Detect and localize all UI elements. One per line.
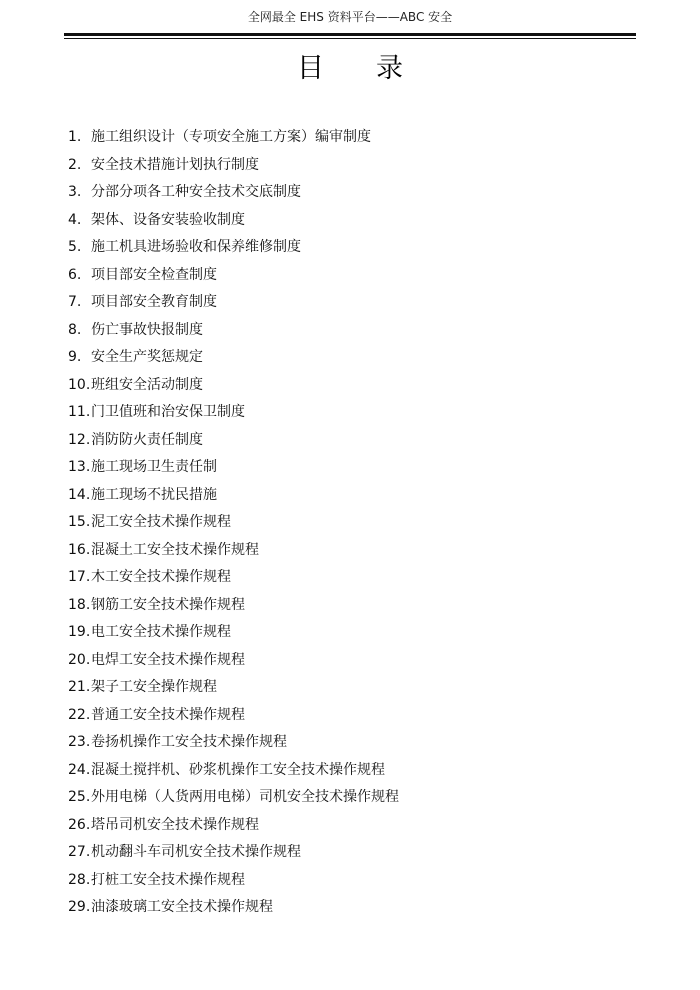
toc-item [68,786,399,814]
toc-item-number: 28. [68,871,91,888]
toc-item-label: 施工现场不扰民措施 [91,486,217,503]
toc-item-label: 班组安全活动制度 [91,376,203,393]
toc-item [68,869,399,897]
toc-item [68,649,399,677]
toc-item-number: 6. [68,266,82,283]
toc-item-number: 21. [68,679,91,695]
toc-item-number: 15. [68,514,91,530]
header-rule-thin [64,38,636,39]
toc-item [68,456,399,484]
toc-item [68,759,399,787]
toc-item [68,896,399,924]
toc-item-label: 油漆玻璃工安全技术操作规程 [91,899,273,915]
toc-item-label: 卷扬机操作工安全技术操作规程 [91,734,287,750]
toc-item [68,401,399,429]
toc-item-label: 项目部安全检查制度 [91,266,217,283]
toc-item-number: 24. [68,761,91,778]
toc-item-number: 9. [68,349,82,365]
toc-item-label: 消防防火责任制度 [91,431,203,448]
toc-item-label: 普通工安全技术操作规程 [91,706,245,723]
toc-item-number: 8. [68,321,82,338]
toc-item-number: 7. [68,294,82,310]
toc-item [68,291,399,319]
toc-item-label: 施工机具进场验收和保养维修制度 [91,239,301,255]
toc-item [68,731,399,759]
toc-item-label: 塔吊司机安全技术操作规程 [91,816,259,833]
toc-item-label: 钢筋工安全技术操作规程 [91,596,245,613]
toc-item-label: 伤亡事故快报制度 [91,321,203,338]
table-of-contents [68,126,399,924]
header-rule-thick [64,33,636,36]
toc-item [68,594,399,622]
toc-item-number: 26. [68,816,91,833]
toc-item-label: 架体、设备安装验收制度 [91,211,245,228]
toc-item-label: 机动翻斗车司机安全技术操作规程 [91,844,301,860]
toc-item [68,814,399,842]
toc-item [68,841,399,869]
toc-item-label: 门卫值班和治安保卫制度 [91,404,245,420]
toc-item-number: 1. [68,129,82,145]
toc-item-label: 分部分项各工种安全技术交底制度 [91,184,301,200]
toc-item-number: 11. [68,404,91,420]
toc-item [68,374,399,402]
toc-item-number: 13. [68,459,91,475]
toc-item-label: 安全技术措施计划执行制度 [91,156,259,173]
toc-item-number: 20. [68,651,91,668]
toc-item-label: 安全生产奖惩规定 [91,349,203,365]
toc-item-label: 混凝土工安全技术操作规程 [91,541,259,558]
toc-item [68,704,399,732]
toc-item-label: 电焊工安全技术操作规程 [91,651,245,668]
toc-item-label: 木工安全技术操作规程 [91,569,231,585]
toc-item-number: 5. [68,239,82,255]
toc-item [68,511,399,539]
toc-item [68,429,399,457]
toc-item-label: 施工现场卫生责任制 [91,459,217,475]
toc-item-number: 14. [68,486,91,503]
toc-item [68,154,399,182]
toc-item [68,621,399,649]
toc-item-number: 19. [68,624,91,640]
toc-item [68,181,399,209]
toc-item-label: 混凝土搅拌机、砂浆机操作工安全技术操作规程 [91,761,385,778]
toc-item-number: 27. [68,844,91,860]
toc-item-number: 17. [68,569,91,585]
toc-item [68,566,399,594]
toc-item-number: 22. [68,706,91,723]
toc-item [68,319,399,347]
toc-item [68,236,399,264]
page-title: 目录 [297,53,455,84]
page-header: 全网最全 EHS 资料平台——ABC 安全 [247,10,453,24]
toc-item-number: 12. [68,431,91,448]
toc-item [68,539,399,567]
toc-item-number: 10. [68,376,91,393]
toc-item-number: 18. [68,596,91,613]
toc-item-label: 施工组织设计（专项安全施工方案）编审制度 [91,129,371,145]
toc-item-number: 16. [68,541,91,558]
toc-item-number: 25. [68,789,91,805]
toc-item-label: 架子工安全操作规程 [91,679,217,695]
toc-item-label: 打桩工安全技术操作规程 [91,871,245,888]
toc-item [68,126,399,154]
toc-item [68,209,399,237]
toc-item [68,484,399,512]
toc-item-number: 29. [68,899,91,915]
toc-item-label: 项目部安全教育制度 [91,294,217,310]
toc-item-label: 外用电梯（人货两用电梯）司机安全技术操作规程 [91,789,399,805]
toc-item-label: 电工安全技术操作规程 [91,624,231,640]
toc-item-number: 4. [68,211,82,228]
toc-item [68,346,399,374]
toc-item [68,264,399,292]
toc-item [68,676,399,704]
toc-item-label: 泥工安全技术操作规程 [91,514,231,530]
toc-item-number: 3. [68,184,82,200]
toc-item-number: 23. [68,734,91,750]
toc-item-number: 2. [68,156,82,173]
